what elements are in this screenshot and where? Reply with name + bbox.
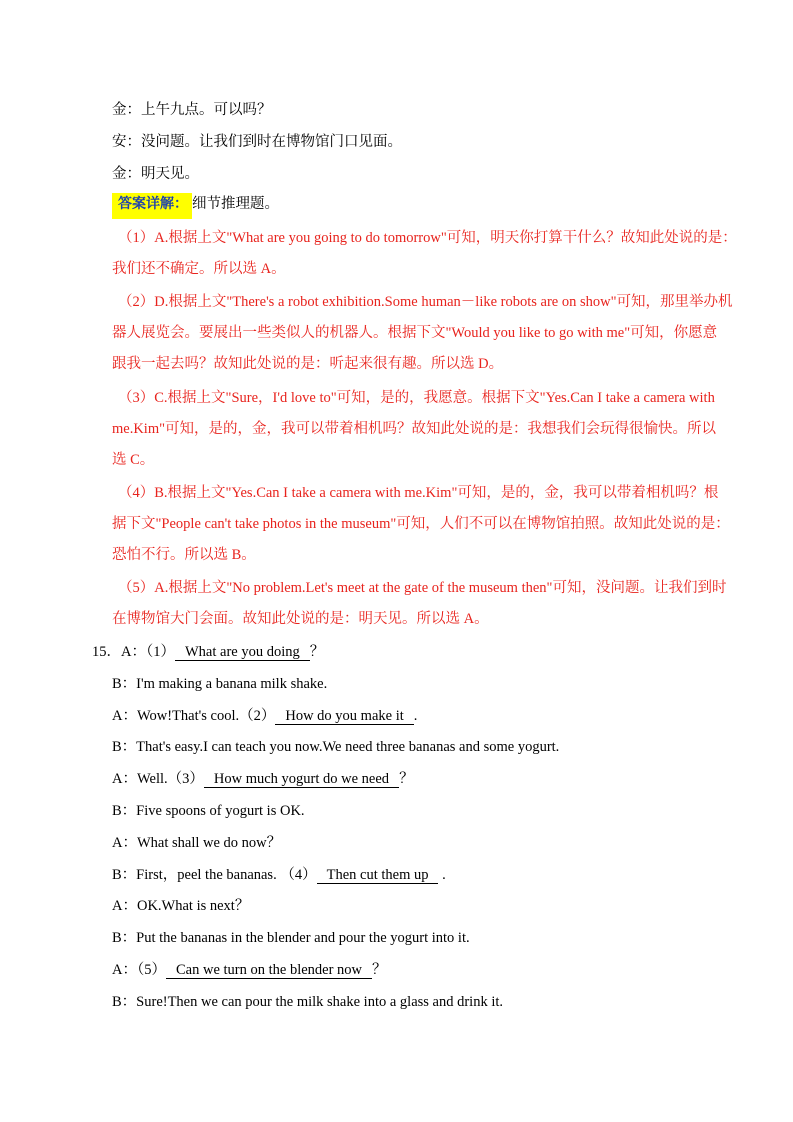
question-15-line-3: A：Wow!That's cool.（2） How do you make it . bbox=[112, 708, 418, 724]
answer-type: 细节推理题。 bbox=[192, 196, 279, 212]
blank-answer-5: Can we turn on the blender now bbox=[166, 962, 372, 979]
translation-line-2: 安：没问题。让我们到时在博物馆门口见面。 bbox=[112, 134, 402, 150]
explanation-1-line-1: （1）A.根据上文"What are you going to do tomorrow"可知，明天你打算干什么？故知此处说的是： bbox=[118, 230, 737, 246]
explanation-3-line-3: 选 C。 bbox=[112, 452, 155, 468]
question-15-line-8: B：First，peel the bananas. （4） Then cut them up . bbox=[112, 867, 446, 883]
question-15-line-4: B：That's easy.I can teach you now.We need three bananas and some yogurt. bbox=[112, 739, 560, 755]
explanation-3-line-1: （3）C.根据上文"Sure，I'd love to"可知，是的，我愿意。根据下文"Yes.Can I take a camera with bbox=[118, 390, 715, 406]
question-15-line-7: A：What shall we do now？ bbox=[112, 835, 282, 851]
explanation-4-line-3: 恐怕不行。所以选 B。 bbox=[112, 547, 256, 563]
answer-details-badge: 答案详解： bbox=[112, 193, 192, 219]
explanation-5-line-1: （5）A.根据上文"No problem.Let's meet at the gate of the museum then"可知，没问题。让我们到时 bbox=[118, 580, 727, 596]
question-15-line-6: B：Five spoons of yogurt is OK. bbox=[112, 803, 305, 819]
explanation-5-line-2: 在博物馆大门会面。故知此处说的是：明天见。所以选 A。 bbox=[112, 611, 489, 627]
explanation-4-line-1: （4）B.根据上文"Yes.Can I take a camera with me.Kim"可知，是的，金，我可以带着相机吗？根 bbox=[118, 485, 719, 501]
explanation-2-line-3: 跟我一起去吗？故知此处说的是：听起来很有趣。所以选 D。 bbox=[112, 356, 504, 372]
question-15-line-2: B：I'm making a banana milk shake. bbox=[112, 676, 328, 692]
explanation-3-line-2: me.Kim"可知，是的，金，我可以带着相机吗？故知此处说的是：我想我们会玩得很愉快。所以 bbox=[112, 421, 717, 437]
question-15-line-10: B：Put the bananas in the blender and pour the yogurt into it. bbox=[112, 930, 470, 946]
explanation-1-line-2: 我们还不确定。所以选 A。 bbox=[112, 261, 286, 277]
question-15-line-1: 15．A：（1） What are you doing ？ bbox=[92, 644, 325, 660]
explanation-2-line-1: （2）D.根据上文"There's a robot exhibition.Some human－like robots are on show"可知，那里举办机 bbox=[118, 294, 733, 310]
blank-answer-4: Then cut them up bbox=[317, 867, 439, 884]
explanation-4-line-2: 据下文"People can't take photos in the museum"可知，人们不可以在博物馆拍照。故知此处说的是： bbox=[112, 516, 730, 532]
blank-answer-1: What are you doing bbox=[175, 644, 310, 661]
answer-details-header bbox=[112, 193, 279, 219]
blank-answer-2: How do you make it bbox=[275, 708, 413, 725]
question-15-line-12: B：Sure!Then we can pour the milk shake into a glass and drink it. bbox=[112, 994, 504, 1010]
translation-line-1: 金：上午九点。可以吗？ bbox=[112, 102, 272, 118]
translation-line-3: 金：明天见。 bbox=[112, 166, 199, 182]
question-15-line-5: A：Well.（3） How much yogurt do we need ？ bbox=[112, 771, 414, 787]
blank-answer-3: How much yogurt do we need bbox=[204, 771, 399, 788]
explanation-2-line-2: 器人展览会。要展出一些类似人的机器人。根据下文"Would you like to go with me"可知，你愿意 bbox=[112, 325, 718, 341]
question-15-line-11: A：（5） Can we turn on the blender now ？ bbox=[112, 962, 387, 978]
question-15-line-9: A：OK.What is next？ bbox=[112, 898, 250, 914]
